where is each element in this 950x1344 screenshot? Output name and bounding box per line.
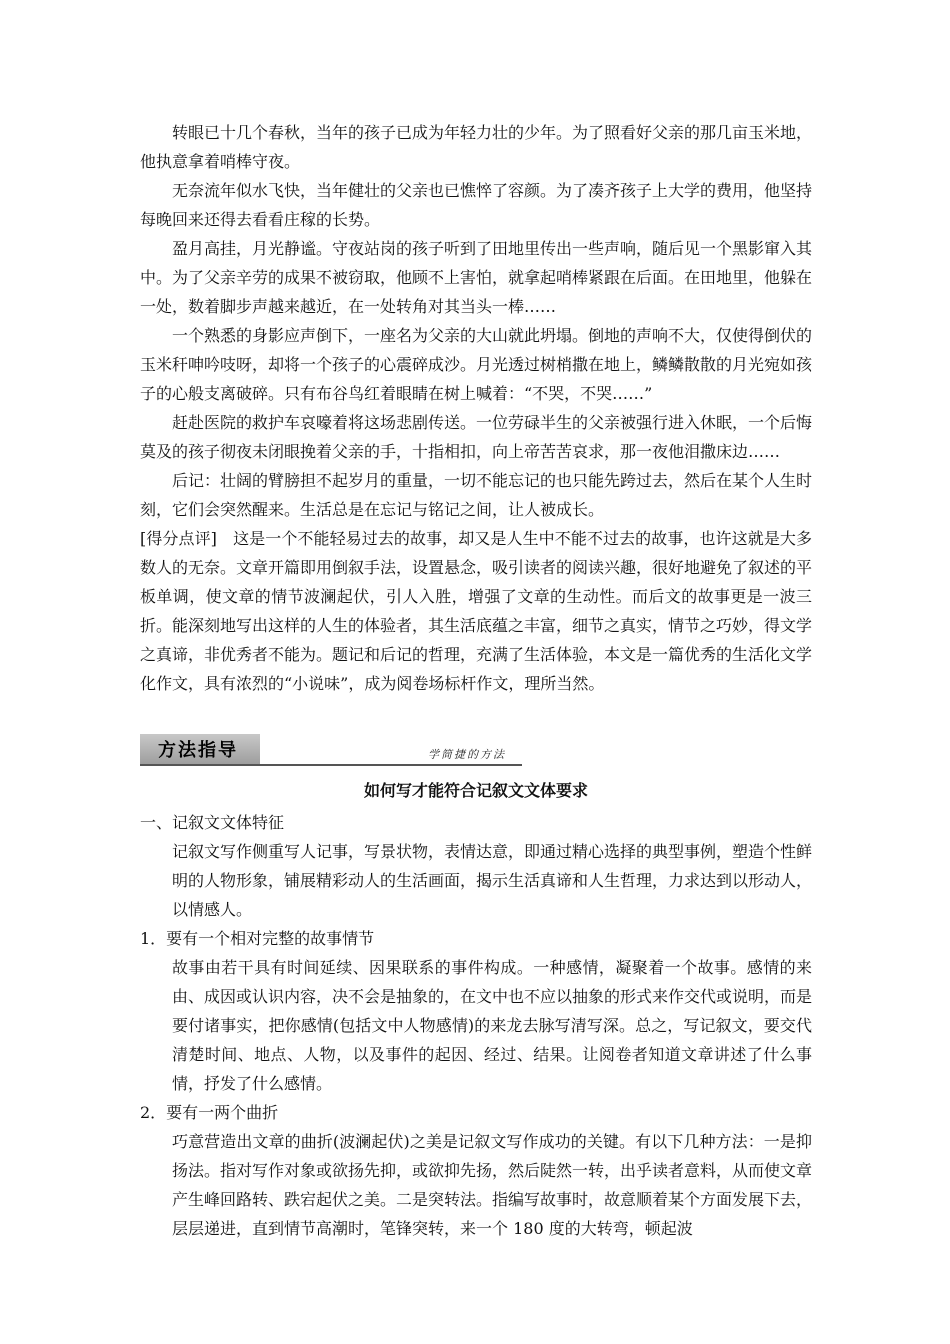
story-paragraph: 盈月高挂，月光静谧。守夜站岗的孩子听到了田地里传出一些声响，随后见一个黑影窜入其中。为了父亲辛劳的成果不被窃取，他顾不上害怕，就拿起哨棒紧跟在后面。在田地里，他躲在一处，数着脚步声越来越近，在一处转角对其当头一棒…… bbox=[140, 239, 813, 316]
banner-divider bbox=[140, 764, 522, 766]
story-paragraph: 一个熟悉的身影应声倒下，一座名为父亲的大山就此坍塌。倒地的声响不大，仅使得倒伏的玉米秆呻吟吱呀，却将一个孩子的心震碎成沙。月光透过树梢撒在地上，鳞鳞散散的月光宛如孩子的心般支离破碎。只有布谷鸟红着眼睛在树上喊着：“不哭，不哭……” bbox=[140, 326, 813, 403]
banner-subtitle: 学简捷的方法 bbox=[428, 748, 506, 761]
article-title: 如何写才能符合记叙文文体要求 bbox=[363, 781, 588, 800]
item-heading: 1．要有一个相对完整的故事情节 bbox=[140, 929, 375, 948]
story-paragraph: 转眼已十几个春秋，当年的孩子已成为年轻力壮的少年。为了照看好父亲的那几亩玉米地，他执意拿着哨棒守夜。 bbox=[140, 123, 813, 171]
item-body: 巧意营造出文章的曲折(波澜起伏)之美是记叙文写作成功的关键。有以下几种方法：一是抑扬法。指对写作对象或欲扬先抑，或欲抑先扬，然后陡然一转，出乎读者意料，从而使文章产生峰回路转、跌宕起伏之美。二是突转法。指编写故事时，故意顺着某个方面发展下去，层层递进，直到情节高潮时，笔锋突转，来一个 180 度的大转弯，顿起波 bbox=[172, 1132, 813, 1238]
banner-title: 方法指导 bbox=[158, 740, 238, 761]
score-comment: [得分点评] 这是一个不能轻易过去的故事，却又是人生中不能不过去的故事，也许这就是大多数人的无奈。文章开篇即用倒叙手法，设置悬念，吸引读者的阅读兴趣，很好地避免了叙述的平板单调，使文章的情节波澜起伏，引人入胜，增强了文章的生动性。而后文的故事更是一波三折。能深刻地写出这样的人生的体验者，其生活底蕴之丰富，细节之真实，情节之巧妙，得文学之真谛，非优秀者不能为。题记和后记的哲理，充满了生活体验，本文是一篇优秀的生活化文学化作文，具有浓烈的“小说味”，成为阅卷场标杆作文，理所当然。 bbox=[140, 529, 813, 693]
section-body: 记叙文写作侧重写人记事，写景状物，表情达意，即通过精心选择的典型事例，塑造个性鲜明的人物形象，铺展精彩动人的生活画面，揭示生活真谛和人生哲理，力求达到以形动人，以情感人。 bbox=[172, 842, 813, 919]
section-heading: 一、记叙文文体特征 bbox=[140, 813, 285, 832]
story-paragraph: 赶赴医院的救护车哀嚎着将这场悲剧传送。一位劳碌半生的父亲被强行进入休眠，一个后悔莫及的孩子彻夜未闭眼挽着父亲的手，十指相扣，向上帝苦苦哀求，那一夜他泪撒床边…… bbox=[140, 413, 813, 461]
story-paragraph: 无奈流年似水飞快，当年健壮的父亲也已憔悴了容颜。为了凑齐孩子上大学的费用，他坚持每晚回来还得去看看庄稼的长势。 bbox=[140, 181, 813, 229]
document-page bbox=[140, 118, 812, 1243]
item-heading: 2．要有一两个曲折 bbox=[140, 1103, 279, 1122]
item-body: 故事由若干具有时间延续、因果联系的事件构成。一种感情，凝聚着一个故事。感情的来由、成因或认识内容，决不会是抽象的，在文中也不应以抽象的形式来作交代或说明，而是要付诸事实，把你感情(包括文中人物感情)的来龙去脉写清写深。总之，写记叙文，要交代清楚时间、地点、人物，以及事件的起因、经过、结果。让阅卷者知道文章讲述了什么事情，抒发了什么感情。 bbox=[172, 958, 813, 1093]
story-afterword: 后记：壮阔的臂膀担不起岁月的重量，一切不能忘记的也只能先跨过去，然后在某个人生时刻，它们会突然醒来。生活总是在忘记与铭记之间，让人被成长。 bbox=[140, 471, 813, 519]
section-banner bbox=[140, 728, 812, 772]
